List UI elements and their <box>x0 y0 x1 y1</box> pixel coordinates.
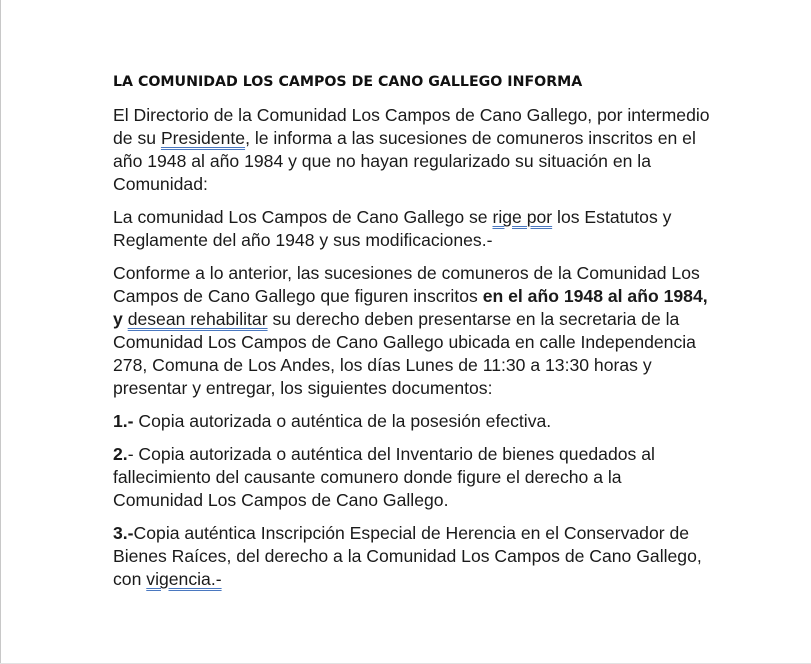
instructions-text-start: Conforme a lo anterior, las sucesiones de comuneros de la Comunidad Los Campos de Cano Gallego que figuren inscritos <box>113 263 700 306</box>
item-1-text: Copia autorizada o auténtica de la posesión efectiva. <box>133 411 552 431</box>
instructions-text-end: su derecho deben presentarse en la secretaria de la Comunidad Los Campos de Cano Gallego ubicada en calle Independencia 278, Comuna de Los Andes, los días Lunes de 11:30 a 13:30 horas y presentar y entregar, los siguientes documentos: <box>113 309 696 398</box>
intro-paragraph <box>113 104 713 196</box>
rige-por-phrase: rige por <box>492 207 553 227</box>
item-1-number: 1.- <box>113 411 134 431</box>
presidente-word: Presidente <box>160 128 246 148</box>
list-item-3 <box>113 522 713 591</box>
intro-text-start: El Directorio de la Comunidad Los Campos de Cano Gallego, por intermedio de su <box>113 105 710 148</box>
item-2-text: - Copia autorizada o auténtica del Inventario de bienes quedados al fallecimiento del causante comunero donde figure el derecho a la Comunidad Los Campos de Cano Gallego. <box>113 444 655 510</box>
intro-text-end: , le informa a las sucesiones de comuneros inscritos en el año 1948 al año 1984 y que no hayan regularizado su situación en la Comunidad: <box>113 128 696 194</box>
desean-rehabilitar-phrase: desean rehabilitar <box>127 309 268 329</box>
years-range-bold: en el año 1948 al año 1984, y <box>113 286 708 329</box>
rules-text-start: La comunidad Los Campos de Cano Gallego se <box>113 207 493 227</box>
item-3-number: 3.- <box>113 523 134 543</box>
page-left-border <box>0 0 1 664</box>
instructions-paragraph <box>113 262 713 400</box>
list-item-2 <box>113 443 713 512</box>
rules-paragraph <box>113 206 713 252</box>
item-2-number: 2. <box>113 444 128 464</box>
list-item-1 <box>113 410 713 433</box>
vigencia-word: vigencia.- <box>146 569 222 589</box>
document-body <box>113 71 713 601</box>
document-title: LA COMUNIDAD LOS CAMPOS DE CANO GALLEGO INFORMA <box>113 74 583 90</box>
rules-text-end: los Estatutos y Reglamente del año 1948 y sus modificaciones.- <box>113 207 672 250</box>
item-3-text: Copia auténtica Inscripción Especial de Herencia en el Conservador de Bienes Raíces, del derecho a la Comunidad Los Campos de Cano Gallego, con <box>113 523 702 589</box>
